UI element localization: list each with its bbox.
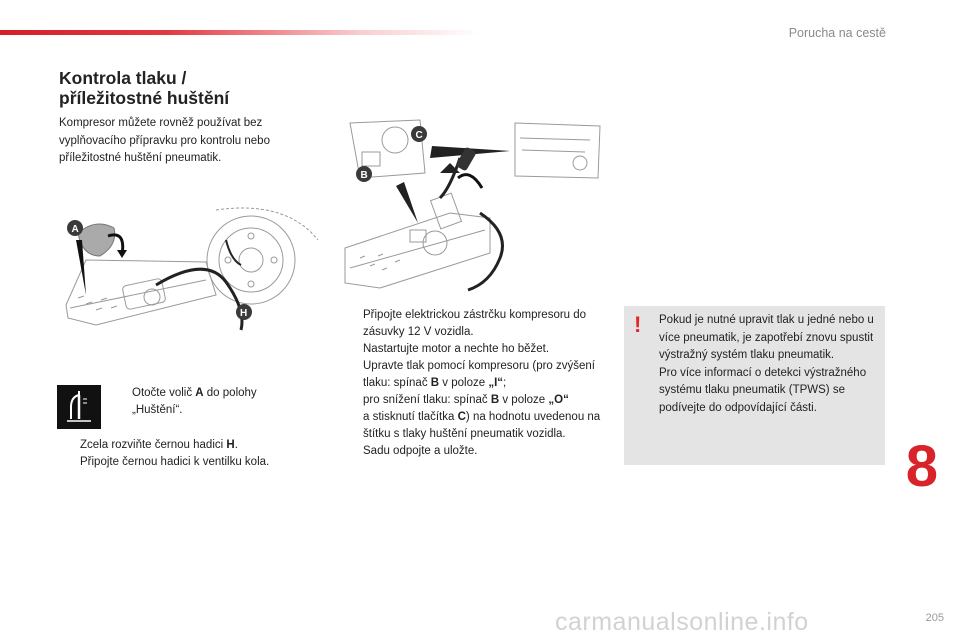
warning-icon: ! bbox=[634, 312, 642, 337]
watermark: carmanualsonline.info bbox=[555, 608, 809, 636]
title-line-1: Kontrola tlaku / bbox=[59, 68, 187, 88]
header-accent-bar bbox=[0, 30, 480, 35]
list-item: Otočte volič A do polohy „Huštění“. bbox=[132, 387, 257, 416]
label-A: A bbox=[71, 224, 79, 235]
section-header: Porucha na cestě bbox=[788, 26, 886, 40]
list-item: Nastartujte motor a nechte ho běžet. bbox=[363, 343, 550, 355]
label-H: H bbox=[240, 308, 248, 319]
list-item: Zcela rozviňte černou hadici H. bbox=[80, 439, 238, 451]
selector-step-list bbox=[111, 385, 271, 419]
page-title bbox=[59, 68, 229, 108]
compressor-wheel-illustration bbox=[56, 200, 322, 350]
warning-text bbox=[659, 312, 879, 417]
list-item: Sadu odpojte a uložte. bbox=[363, 445, 478, 457]
list-item: Připojte elektrickou zástrčku kompresoru do zásuvky 12 V vozidla. bbox=[363, 309, 587, 338]
label-C: C bbox=[415, 130, 423, 141]
warning-paragraph-1: Pokud je nutné upravit tlak u jedné nebo u více pneumatik, je zapotřebí znovu spustit výstražný systém tlaku pneumatik. bbox=[659, 314, 874, 361]
selector-position-icon bbox=[57, 385, 101, 429]
chapter-number: 8 bbox=[905, 434, 938, 499]
hose-step-list bbox=[59, 437, 319, 471]
compressor-socket-illustration bbox=[340, 118, 605, 293]
intro-paragraph: Kompresor můžete rovněž používat bez vyplňovacího přípravku pro kontrolu nebo příležitostné huštění pneumatik. bbox=[59, 117, 270, 164]
page-number: 205 bbox=[925, 612, 944, 624]
label-B: B bbox=[360, 170, 368, 181]
list-item: Připojte černou hadici k ventilku kola. bbox=[80, 456, 270, 468]
warning-paragraph-2: Pro více informací o detekci výstražného systému tlaku pneumatik (TPWS) se podívejte do odpovídající části. bbox=[659, 366, 867, 414]
title-line-2: příležitostné huštění bbox=[59, 88, 230, 108]
compressor-step-list bbox=[342, 307, 607, 460]
list-item: Upravte tlak pomocí kompresoru (pro zvýšení tlaku: spínač B v poloze „I“; pro snížení tlaku: spínač B v poloze „O“ a stisknutí tlačítka C) na hodnotu uvedenou na štítku s tlaky huštění pneumatik vozidla. bbox=[363, 360, 601, 440]
warning-box bbox=[624, 306, 885, 465]
